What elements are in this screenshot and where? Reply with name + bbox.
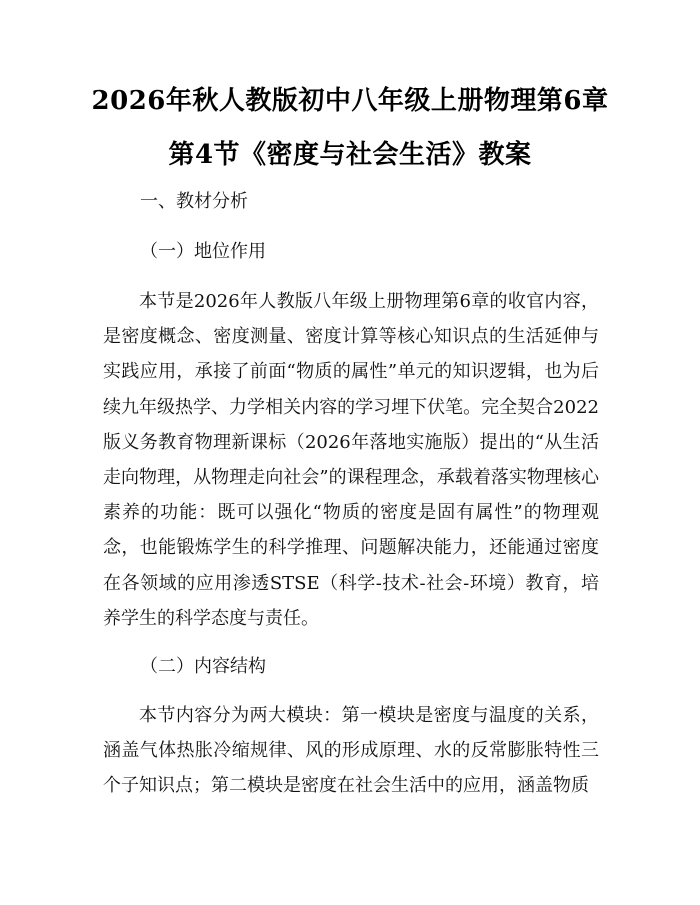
paragraph-content-structure: 本节内容分为两大模块：第一模块是密度与温度的关系，涵盖气体热胀冷缩规律、风的形成原理、水的反常膨胀特性三个子知识点；第二模块是密度在社会生活中的应用，涵盖物质 [103, 705, 599, 797]
document-title-line-1: 2026年秋人教版初中八年级上册物理第6章 [91, 86, 609, 116]
subsection-heading-position-role: （一）地位作用 [140, 241, 266, 262]
document-title-line-2: 第4节《密度与社会生活》教案 [168, 140, 532, 170]
section-heading-textbook-analysis: 一、教材分析 [140, 191, 248, 212]
paragraph-position-role: 本节是2026年人教版八年级上册物理第6章的收官内容，是密度概念、密度测量、密度计算等核心知识点的生活延伸与实践应用，承接了前面“物质的属性”单元的知识逻辑，也为后续九年级热学、力学相关内容的学习埋下伏笔。完全契合2022版义务教育物理新课标（2026年落地实施版）提出的“从生活走向物理，从物理走向社会”的课程理念，承载着落实物理核心素养的功能：既可以强化“物质的密度是固有属性”的物理观念，也能锻炼学生的科学推理、问题解决能力，还能通过密度在各领域的应用渗透STSE（科学-技术-社会-环境）教育，培养学生的科学态度与责任。 [103, 291, 599, 629]
subsection-heading-content-structure: （二）内容结构 [140, 656, 266, 677]
